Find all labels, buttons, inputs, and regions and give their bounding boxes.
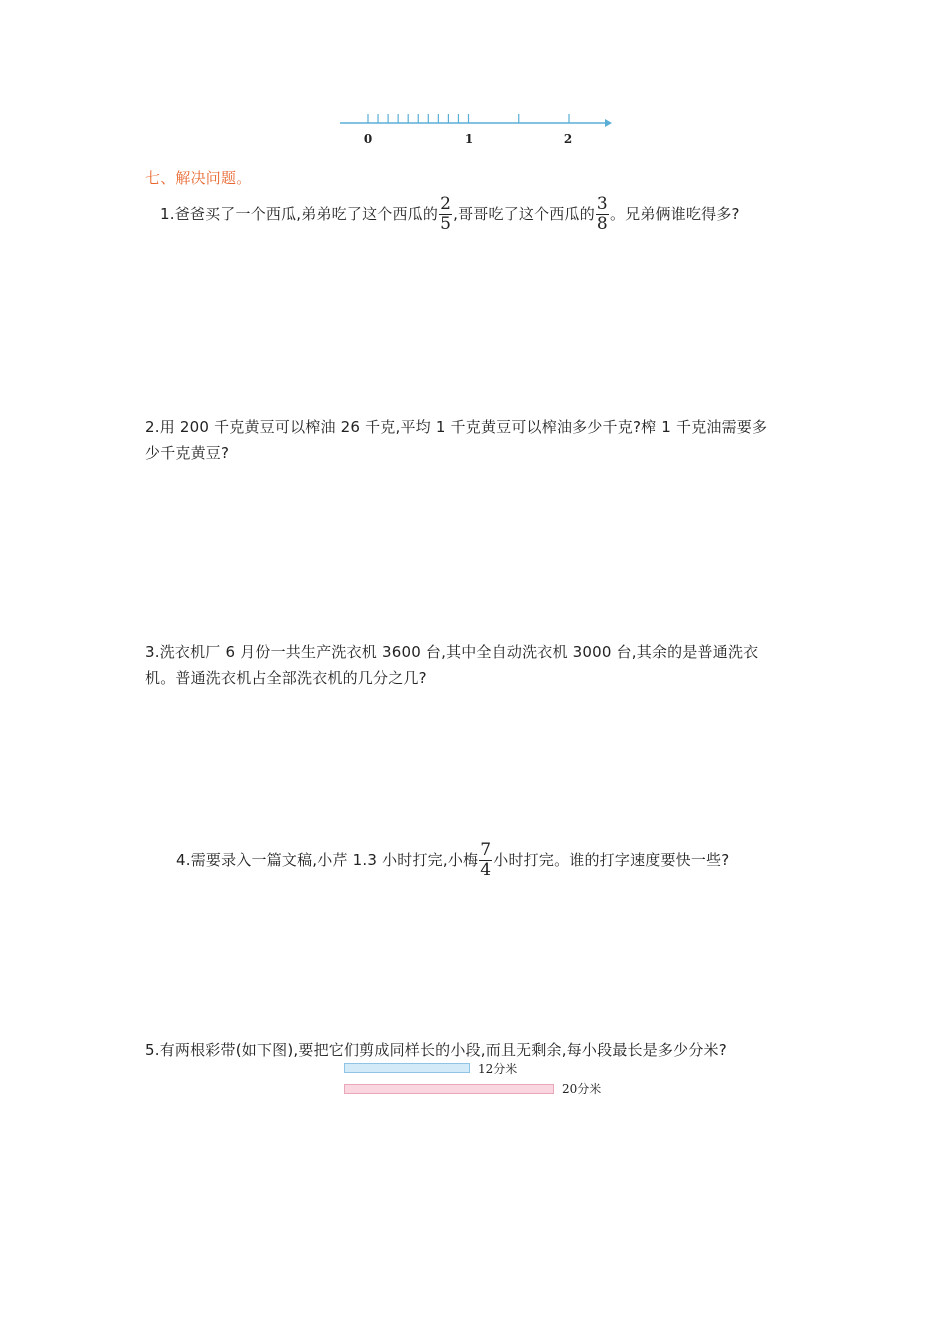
section-title: 七、解决问题。 [145,169,252,187]
q1-fraction-1-denominator: 5 [440,214,452,234]
q1-fraction-2-numerator: 3 [596,194,608,214]
question-3-line-1: 3.洗衣机厂 6 月份一共生产洗衣机 3600 台,其中全自动洗衣机 3000 台,其余的是普通洗衣 [145,643,759,661]
tick-label-2: 2 [563,132,573,146]
q1-text-3: 。兄弟俩谁吃得多? [609,205,740,223]
number-line [335,105,625,150]
question-1 [160,195,740,234]
ribbon-figure [344,1060,644,1100]
question-3-line-2: 机。普通洗衣机占全部洗衣机的几分之几? [145,669,427,687]
q4-fraction-denominator: 4 [480,860,492,880]
q4-fraction [479,841,492,880]
ribbon-20-label: 20分米 [562,1082,602,1096]
question-2-line-1: 2.用 200 千克黄豆可以榨油 26 千克,平均 1 千克黄豆可以榨油多少千克?榨 1 千克油需要多 [145,418,768,436]
q4-text-2: 小时打完。谁的打字速度要快一些? [493,851,730,869]
ribbon-12-label: 12分米 [478,1062,518,1076]
question-2-line-2: 少千克黄豆? [145,444,230,462]
q1-fraction-2-denominator: 8 [596,214,608,234]
q4-text-1: 4.需要录入一篇文稿,小芹 1.3 小时打完,小梅 [176,851,479,869]
q1-text-1: 1.爸爸买了一个西瓜,弟弟吃了这个西瓜的 [160,205,439,223]
number-line-arrow [605,119,612,127]
ribbon-20 [344,1084,554,1094]
tick-label-0: 0 [363,132,373,146]
ribbon-12 [344,1063,470,1073]
q1-fraction-1-numerator: 2 [440,194,452,214]
q1-fraction-1 [439,195,452,234]
q4-fraction-numerator: 7 [480,840,492,860]
q1-fraction-2 [596,195,609,234]
question-5: 5.有两根彩带(如下图),要把它们剪成同样长的小段,而且无剩余,每小段最长是多少分米? [145,1041,727,1059]
question-4 [176,841,729,880]
q1-text-2: ,哥哥吃了这个西瓜的 [453,205,595,223]
tick-label-1: 1 [464,132,474,146]
